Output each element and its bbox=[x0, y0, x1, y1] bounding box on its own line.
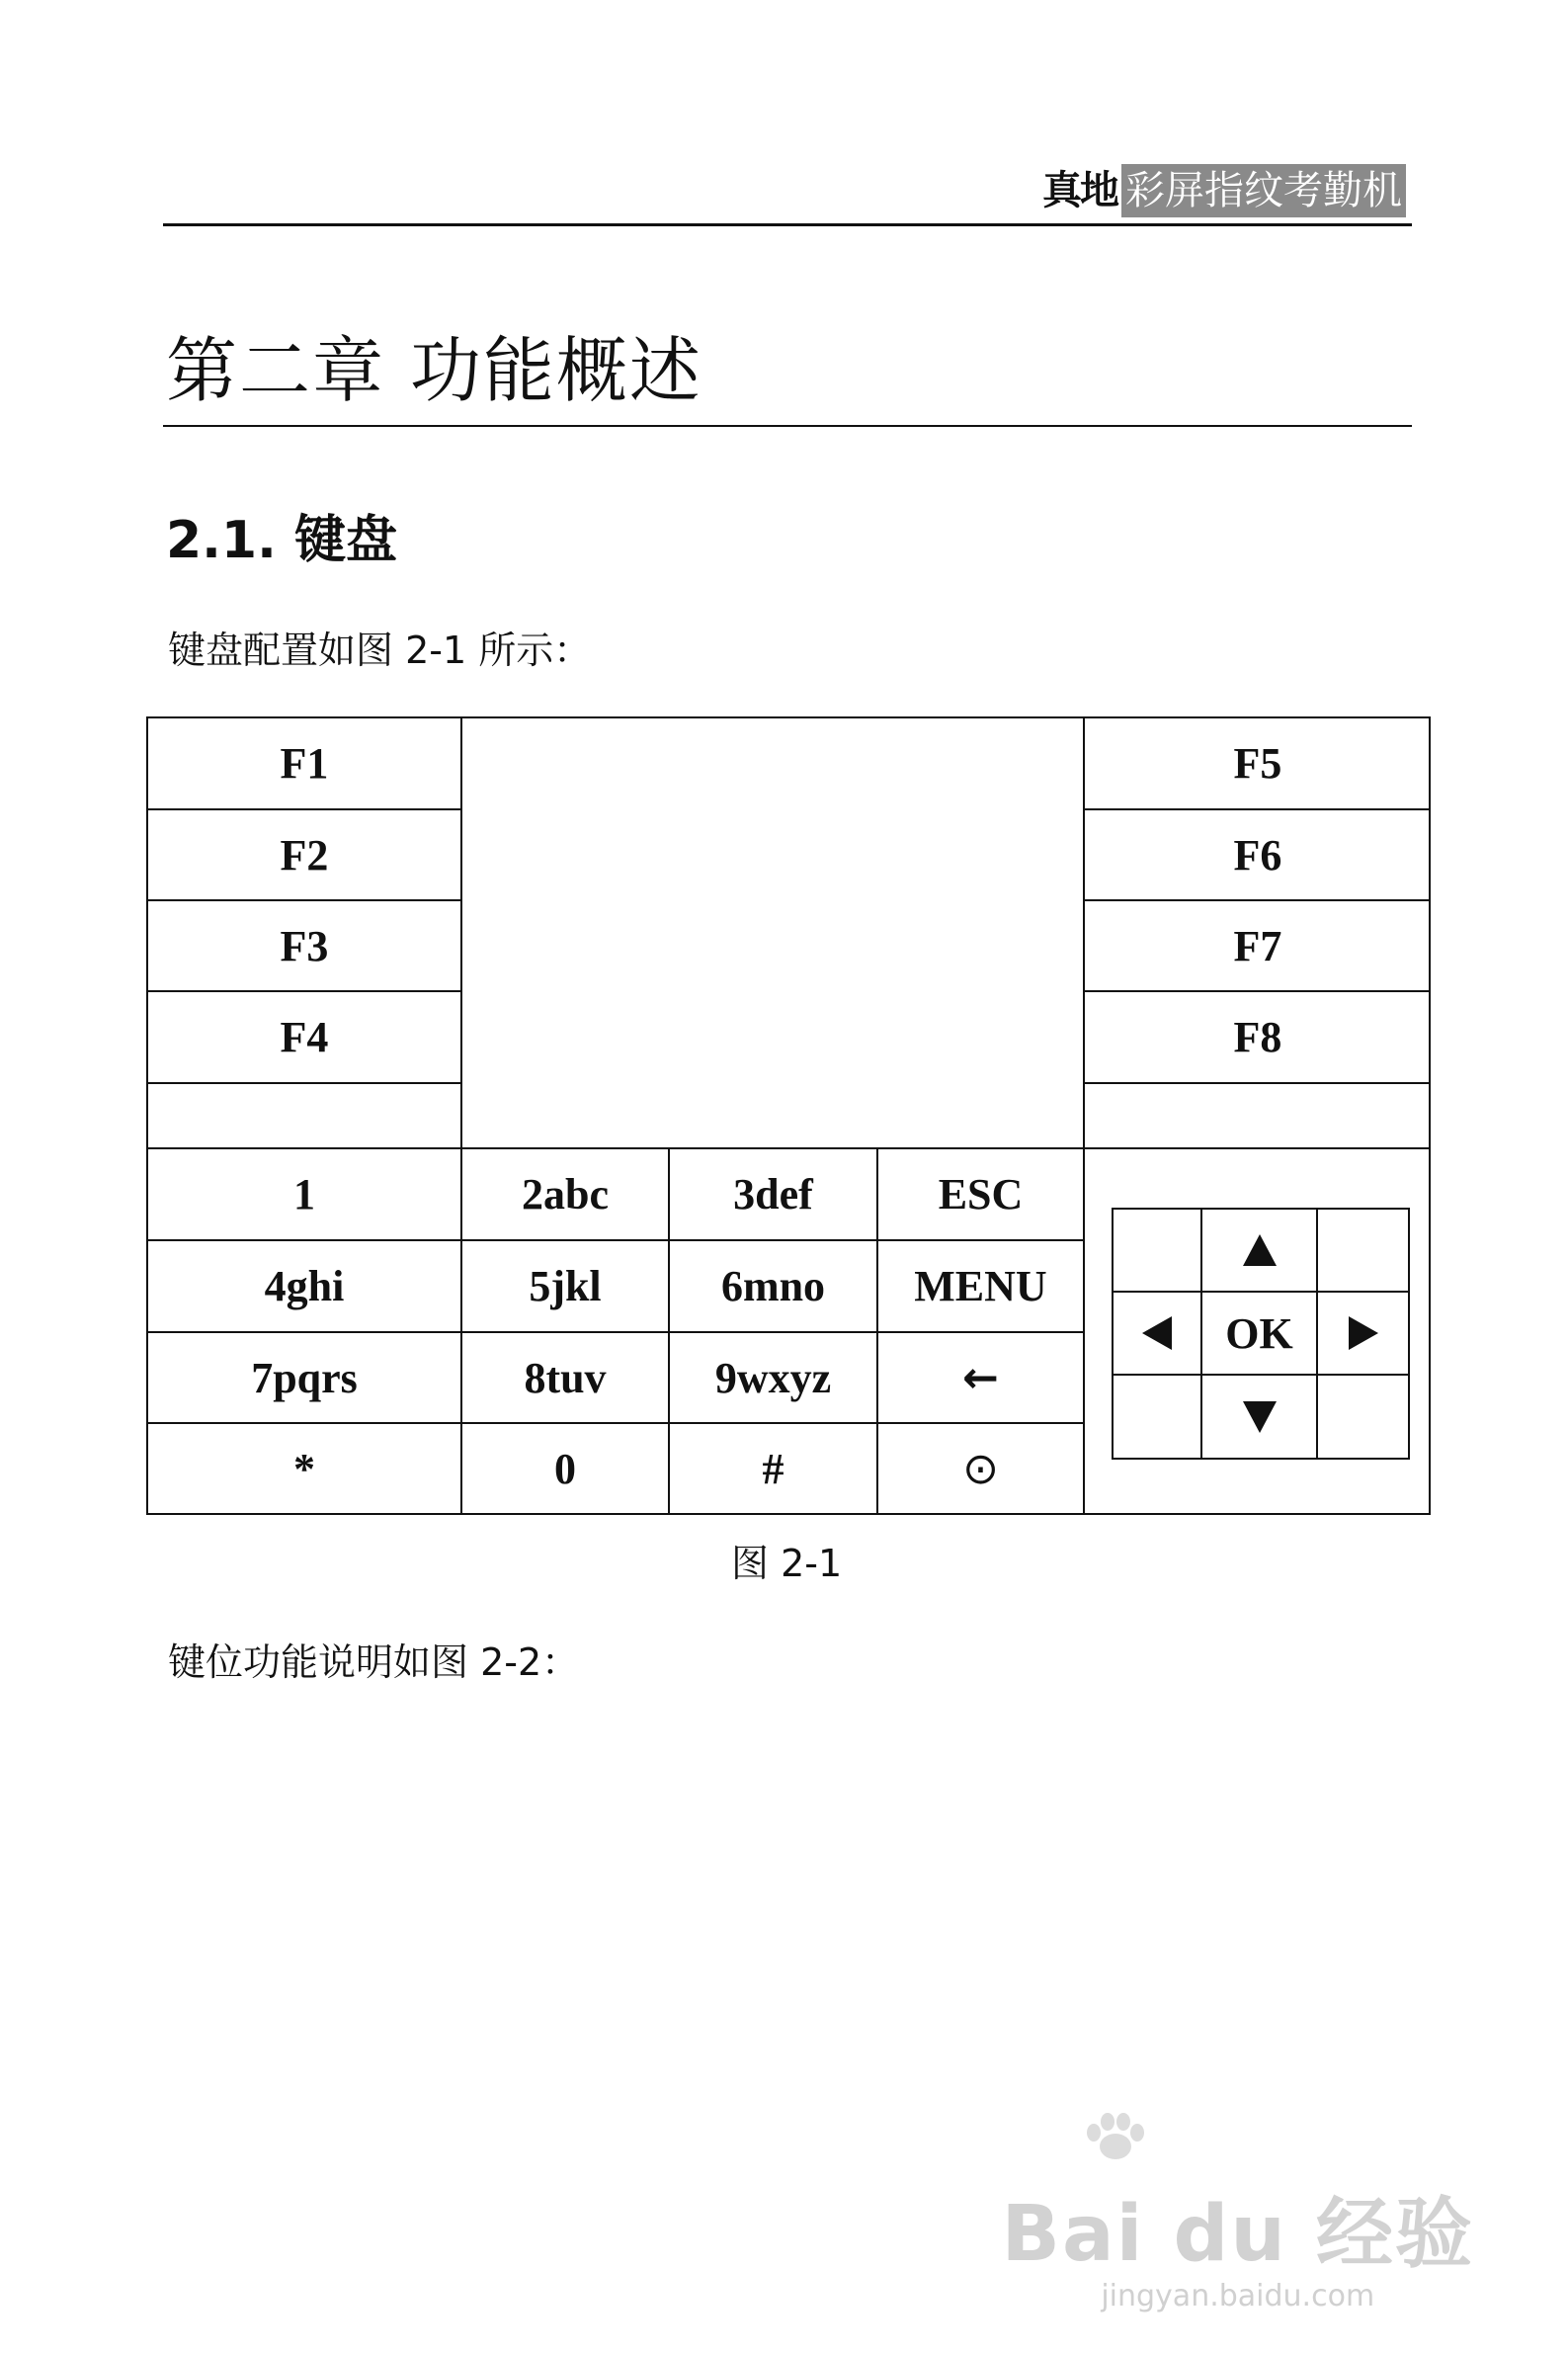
key-0: 0 bbox=[462, 1424, 670, 1513]
key-left-blank bbox=[148, 1084, 462, 1149]
key-menu: MENU bbox=[878, 1241, 1085, 1333]
chapter-rule bbox=[163, 425, 1412, 427]
outro-paragraph: 键位功能说明如图 2-2： bbox=[168, 1640, 580, 1684]
product-title: 彩屏指纹考勤机 bbox=[1121, 164, 1406, 217]
key-6mno: 6mno bbox=[670, 1241, 878, 1333]
arrow-up-icon bbox=[1202, 1210, 1318, 1293]
nav-corner-br bbox=[1318, 1376, 1408, 1458]
intro-paragraph: 键盘配置如图 2-1 所示： bbox=[168, 629, 592, 672]
figure-caption: 图 2-1 bbox=[731, 1542, 843, 1585]
arrow-right-icon bbox=[1318, 1293, 1408, 1376]
section-title: 2.1. 键盘 bbox=[166, 511, 397, 570]
brand-logo: 真地 bbox=[1042, 168, 1117, 213]
nav-corner-bl bbox=[1114, 1376, 1202, 1458]
ok-key: OK bbox=[1202, 1293, 1318, 1376]
nav-corner-tl bbox=[1114, 1210, 1202, 1293]
arrow-left-icon bbox=[1114, 1293, 1202, 1376]
arrow-down-icon bbox=[1202, 1376, 1318, 1458]
key-hash: # bbox=[670, 1424, 878, 1513]
key-esc: ESC bbox=[878, 1149, 1085, 1241]
key-f3: F3 bbox=[148, 901, 462, 992]
key-f2: F2 bbox=[148, 810, 462, 901]
key-7pqrs: 7pqrs bbox=[148, 1333, 462, 1424]
key-f7: F7 bbox=[1085, 901, 1431, 992]
key-2abc: 2abc bbox=[462, 1149, 670, 1241]
paw-icon bbox=[1002, 2133, 1475, 2172]
chapter-title: 第二章 功能概述 bbox=[166, 329, 702, 412]
watermark-brand: Bai du 经验 bbox=[1001, 2190, 1474, 2279]
nav-corner-tr bbox=[1318, 1210, 1408, 1293]
key-f6: F6 bbox=[1085, 810, 1431, 901]
display-screen-area bbox=[462, 718, 1085, 1149]
key-star: * bbox=[148, 1424, 462, 1513]
header-rule bbox=[163, 223, 1412, 226]
watermark-url: jingyan.baidu.com bbox=[1101, 2279, 1375, 2313]
header-brand bbox=[1042, 164, 1406, 217]
key-9wxyz: 9wxyz bbox=[670, 1333, 878, 1424]
key-f5: F5 bbox=[1085, 718, 1431, 810]
baidu-watermark bbox=[1002, 2133, 1475, 2313]
key-3def: 3def bbox=[670, 1149, 878, 1241]
key-5jkl: 5jkl bbox=[462, 1241, 670, 1333]
nav-pad bbox=[1112, 1208, 1410, 1460]
key-8tuv: 8tuv bbox=[462, 1333, 670, 1424]
key-backspace: ← bbox=[878, 1333, 1085, 1424]
key-power: ⊙ bbox=[878, 1424, 1085, 1513]
key-4ghi: 4ghi bbox=[148, 1241, 462, 1333]
key-right-blank bbox=[1085, 1084, 1431, 1149]
key-f4: F4 bbox=[148, 992, 462, 1084]
key-f8: F8 bbox=[1085, 992, 1431, 1084]
key-1: 1 bbox=[148, 1149, 462, 1241]
key-f1: F1 bbox=[148, 718, 462, 810]
keyboard-diagram bbox=[146, 716, 1431, 1515]
